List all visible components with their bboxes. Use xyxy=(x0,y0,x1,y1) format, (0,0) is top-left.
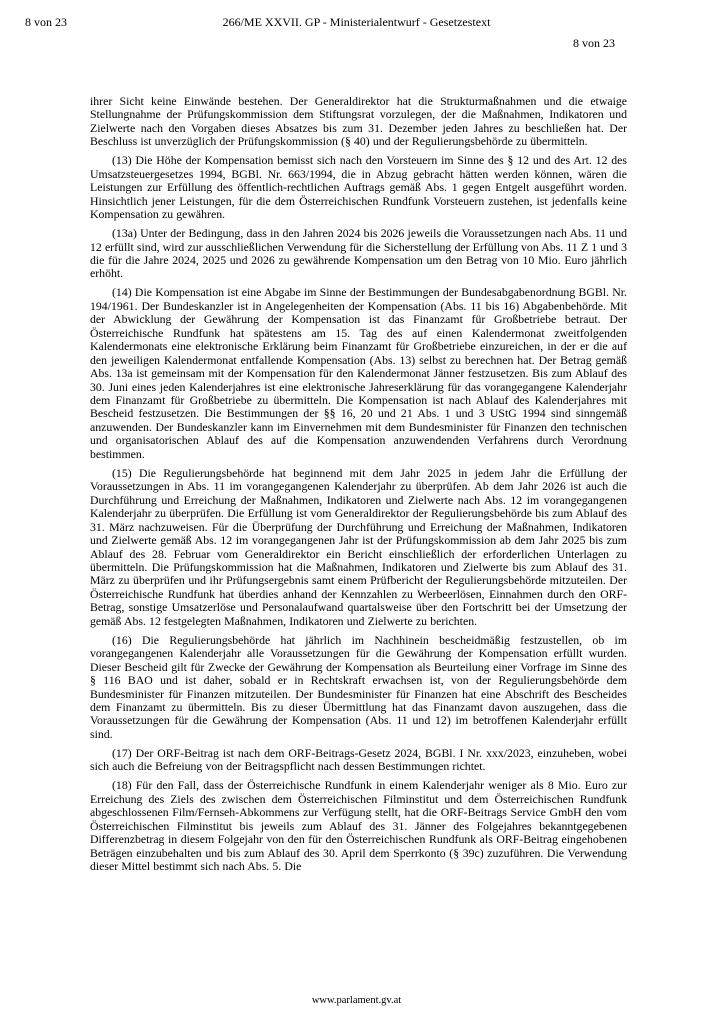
paragraph-abs18: (18) Für den Fall, dass der Österreichische Rundfunk in einem Kalenderjahr weniger als 8 Mio. Euro zur Erreichung des Ziels des zwischen dem Österreichischen Filminstitut und dem Österreichischen Rundfunk abgeschlossenen Film/Fernseh-Abkommens zur Verfügung stellt, hat die ORF-Beitrags Service GmbH den vom Österreichischen Filminstitut bis jeweils zum Ablauf des 31. Jänner des Folgejahres bekanntgegebenen Differenzbetrag in diesem Folgejahr von den für den Österreichischen Rundfunk als ORF-Beitrag eingehobenen Beträgen einzubehalten und bis zum Ablauf des 30. April dem Sperrkonto (§ 39c) zuzuführen. Die Verwendung dieser Mittel bestimmt sich nach Abs. 5. Die xyxy=(90,778,627,873)
paragraph-abs13: (13) Die Höhe der Kompensation bemisst sich nach den Vorsteuern im Sinne des § 12 und des Art. 12 des Umsatzsteuergesetzes 1994, BGBl. Nr. 663/1994, die in Abzug gebracht hätten werden können, wären die Leistungen zur Erfüllung des öffentlich-rechtlichen Auftrags gemäß Abs. 1 gegen Entgelt ausgeführt worden. Hinsichtlich jener Leistungen, für die dem Österreichischen Rundfunk Vorsteuern zustehen, ist jedenfalls keine Kompensation zu gewähren. xyxy=(90,153,627,222)
paragraph-continuation: ihrer Sicht keine Einwände bestehen. Der Generaldirektor hat die Strukturmaßnahmen und die etwaige Stellungnahme der Prüfungskommission dem Stiftungsrat vorzulegen, der die Maßnahmen, Indikatoren und Zielwerte nach den Vorgaben dieses Absatzes bis zum 31. Dezember jeden Jahres zu beschließen hat. Der Beschluss ist unverzüglich der Prüfungskommission (§ 40) und der Regulierungsbehörde zu übermitteln. xyxy=(90,94,627,149)
paragraph-abs14: (14) Die Kompensation ist eine Abgabe im Sinne der Bestimmungen der Bundesabgabenordnung BGBl. Nr. 194/1961. Der Bundeskanzler ist in Angelegenheiten der Kompensation (Abs. 11 bis 16) Abgabenbehörde. Mit der Abwicklung der Gewährung der Kompensation ist das Finanzamt für Großbetriebe betraut. Der Österreichische Rundfunk hat spätestens am 15. Tag des auf einen Kalendermonat zweitfolgenden Kalendermonats eine elektronische Erklärung beim Finanzamt für Großbetriebe einzureichen, in der er die auf den jeweiligen Kalendermonat entfallende Kompensation (Abs. 13) selbst zu berechnen hat. Der Betrag gemäß Abs. 13a ist gemeinsam mit der Kompensation für den Kalendermonat Jänner festzusetzen. Bis zum Ablauf des 30. Juni eines jeden Kalenderjahres ist eine elektronische Jahreserklärung für das vorangegangene Kalenderjahr dem Finanzamt für Großbetriebe zu übermitteln. Die Kompensation ist nach Ablauf des Kalenderjahres mit Bescheid festzusetzen. Die Bestimmungen der §§ 16, 20 und 21 Abs. 1 und 3 UStG 1994 sind sinngemäß anzuwenden. Der Bundeskanzler kann im Einvernehmen mit dem Bundesminister für Finanzen den technischen und organisatorischen Ablauf des auf die Kompensation anzuwendenden Verfahrens durch Verordnung bestimmen. xyxy=(90,285,627,461)
paragraph-abs17: (17) Der ORF-Beitrag ist nach dem ORF-Beitrags-Gesetz 2024, BGBl. I Nr. xxx/2023, einzuheben, wobei sich auch die Befreiung von der Beitragspflicht nach dessen Bestimmungen richtet. xyxy=(90,745,627,774)
document-body xyxy=(90,95,627,879)
paragraph-abs16: (16) Die Regulierungsbehörde hat jährlich im Nachhinein bescheidmäßig festzustellen, ob im vorangegangenen Kalenderjahr alle Voraussetzungen für die Gewährung der Kompensation erfüllt wurden. Dieser Bescheid gilt für Zwecke der Gewährung der Kompensation als Beurteilung einer Vorfrage im Sinne des § 116 BAO und ist daher, sobald er in Rechtskraft erwachsen ist, von der Regulierungsbehörde dem Bundesminister für Finanzen mitzuteilen. Der Bundesminister für Finanzen hat eine Abschrift des Bescheides dem Finanzamt zu übermitteln. Bis zu dieser Übermittlung hat das Finanzamt davon auszugehen, dass die Voraussetzungen für die Gewährung der Kompensation (Abs. 11 und 12) im betroffenen Kalenderjahr erfüllt sind. xyxy=(90,632,627,741)
paragraph-abs15: (15) Die Regulierungsbehörde hat beginnend mit dem Jahr 2025 in jedem Jahr die Erfüllung der Voraussetzungen in Abs. 11 im vorangegangenen Kalenderjahr zu überprüfen. Ab dem Jahr 2026 ist auch die Durchführung und Erreichung der Maßnahmen, Indikatoren und Zielwerte nach Abs. 12 im vorangegangenen Kalenderjahr zu überprüfen. Die Erfüllung ist vom Generaldirektor der Regulierungsbehörde bis zum Ablauf des 31. März nachzuweisen. Für die Überprüfung der Durchführung und Erreichung der Maßnahmen, Indikatoren und Zielwerte gemäß Abs. 12 im vorangegangenen Jahr ist der Prüfungskommission ab dem Jahr 2025 bis zum Ablauf des 28. Februar vom Generaldirektor ein Bericht einschließlich der erforderlichen Unterlagen zu übermitteln. Die Prüfungskommission hat die Maßnahmen, Indikatoren und Zielwerte bis zum Ablauf des 31. März zu überprüfen und ihr Prüfungsergebnis samt einem Prüfbericht der Regulierungsbehörde mitzuteilen. Der Österreichische Rundfunk hat überdies anhand der Kennzahlen zu Werbeerlösen, Einnahmen durch den ORF-Betrag, sonstige Umsatzerlöse und Personalaufwand quartalsweise über den Fortschritt bei der Umsetzung der gemäß Abs. 12 festgelegten Maßnahmen, Indikatoren und Zielwerte zu berichten. xyxy=(90,465,627,628)
paragraph-abs13a: (13a) Unter der Bedingung, dass in den Jahren 2024 bis 2026 jeweils die Voraussetzungen nach Abs. 11 und 12 erfüllt sind, wird zur ausschließlichen Verwendung für die Sicherstellung der Erfüllung von Abs. 11 Z 1 und 3 die für die Jahre 2024, 2025 und 2026 zu gewährende Kompensation um den Betrag von 10 Mio. Euro jährlich erhöht. xyxy=(90,226,627,281)
page-number-top-left: 8 von 23 xyxy=(25,15,67,29)
page-number-top-right: 8 von 23 xyxy=(573,36,615,50)
footer-url: www.parlament.gv.at xyxy=(311,995,402,1006)
document-header-title: 266/ME XXVII. GP - Ministerialentwurf - Gesetzestext xyxy=(222,15,491,29)
